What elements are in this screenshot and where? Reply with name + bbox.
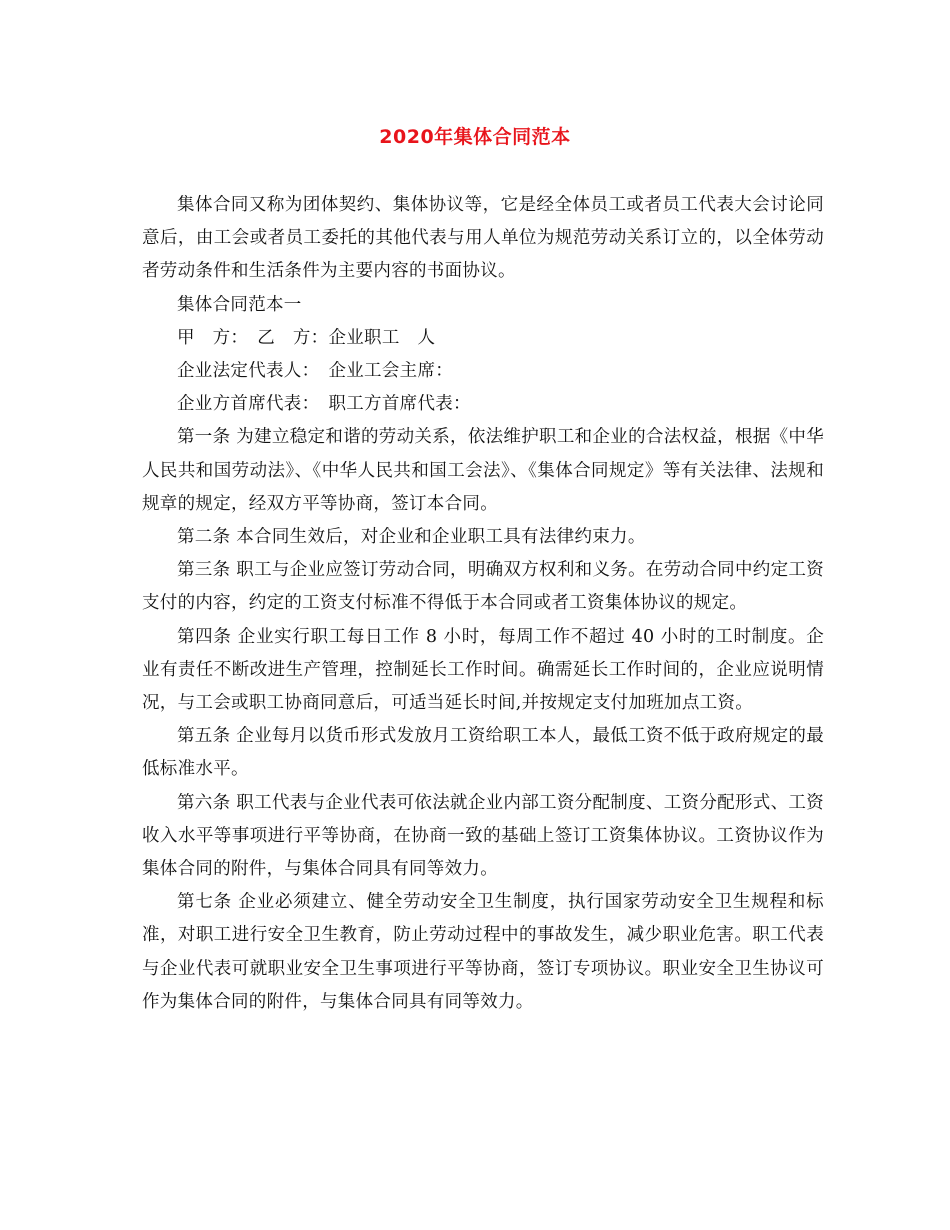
article-2: 第二条 本合同生效后，对企业和企业职工具有法律约束力。 xyxy=(177,527,646,548)
document-body xyxy=(142,189,824,1019)
article-4: 第四条 企业实行职工每日工作 8 小时，每周工作不超过 40 小时的工时制度。企业有责任不断改进生产管理，控制延长工作时间。确需延长工作时间的，企业应说明情况，与工会或职工协商同意后，可适当延长时间,并按规定支付加班加点工资。 xyxy=(142,626,824,714)
intro-paragraph: 集体合同又称为团体契约、集体协议等，它是经全体员工或者员工代表大会讨论同意后，由工会或者员工委托的其他代表与用人单位为规范劳动关系订立的，以全体劳动者劳动条件和生活条件为主要内容的书面协议。 xyxy=(142,195,824,282)
chief-representative-line: 企业方首席代表： 职工方首席代表： xyxy=(177,394,471,415)
section-heading: 集体合同范本一 xyxy=(177,294,302,315)
article-5: 第五条 企业每月以货币形式发放月工资给职工本人，最低工资不低于政府规定的最低标准水平。 xyxy=(142,726,824,780)
article-6: 第六条 职工代表与企业代表可依法就企业内部工资分配制度、工资分配形式、工资收入水平等事项进行平等协商，在协商一致的基础上签订工资集体协议。工资协议作为集体合同的附件，与集体合同具有同等效力。 xyxy=(142,792,824,880)
article-3: 第三条 职工与企业应签订劳动合同，明确双方权利和义务。在劳动合同中约定工资支付的内容，约定的工资支付标准不得低于本合同或者工资集体协议的规定。 xyxy=(142,560,824,614)
party-line: 甲 方： 乙 方：企业职工 人 xyxy=(177,327,436,348)
representative-line: 企业法定代表人： 企业工会主席： xyxy=(177,361,454,382)
article-7: 第七条 企业必须建立、健全劳动安全卫生制度，执行国家劳动安全卫生规程和标准，对职工进行安全卫生教育，防止劳动过程中的事故发生，减少职业危害。职工代表与企业代表可就职业安全卫生事项进行平等协商，签订专项协议。职业安全卫生协议可作为集体合同的附件，与集体合同具有同等效力。 xyxy=(142,892,824,1012)
article-1: 第一条 为建立稳定和谐的劳动关系，依法维护职工和企业的合法权益，根据《中华人民共和国劳动法》、《中华人民共和国工会法》、《集体合同规定》等有关法律、法规和规章的规定，经双方平等协商，签订本合同。 xyxy=(142,427,824,514)
document-title: 2020年集体合同范本 xyxy=(379,126,571,148)
